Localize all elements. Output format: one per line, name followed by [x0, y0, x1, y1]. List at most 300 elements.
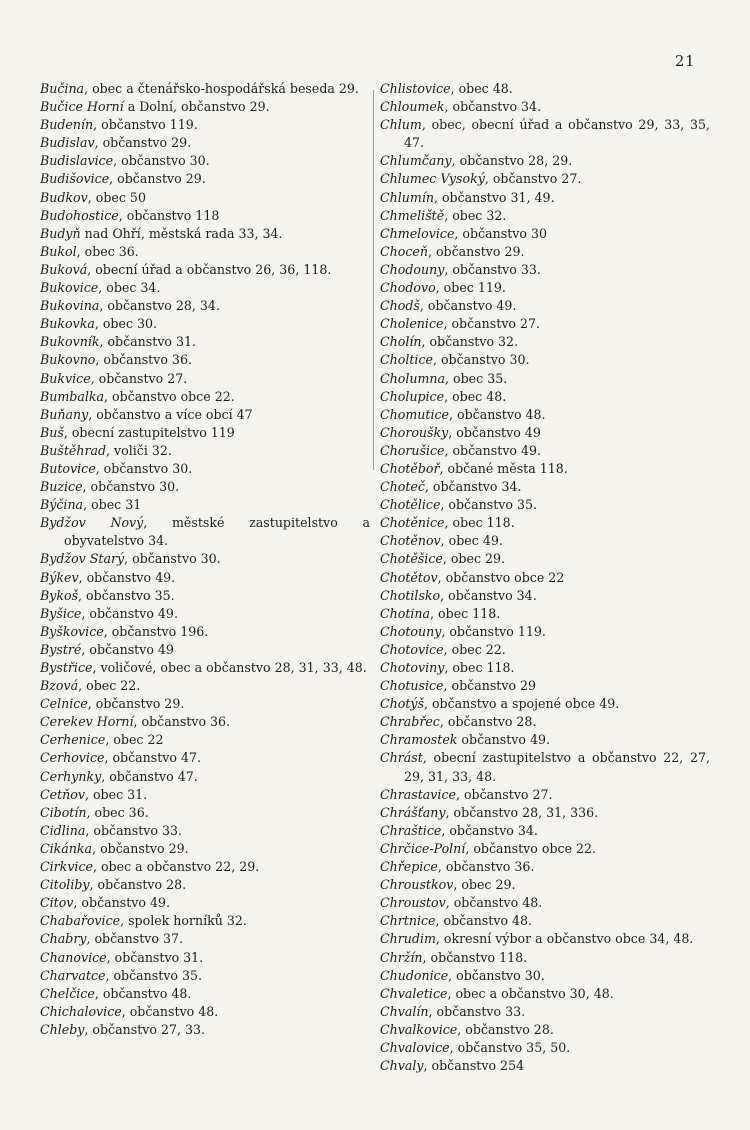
- entry-details: , obecní zastupitelstvo a občanstvo 22, 27, 29, 31, 33, 48.: [404, 750, 710, 784]
- index-entry: [40, 1003, 370, 1021]
- index-entry: [380, 333, 710, 351]
- entry-details: , občanstvo 119.: [441, 623, 546, 639]
- index-entry: [40, 297, 370, 315]
- entry-details: , občanstvo 30.: [113, 153, 210, 169]
- entry-place-name: Býčina: [40, 497, 84, 513]
- entry-place-name: Chotýš: [380, 696, 424, 712]
- index-entry: [380, 641, 710, 659]
- entry-place-name: Chotělice: [380, 497, 441, 513]
- entry-details: , občanstvo obce 22: [437, 569, 565, 585]
- entry-details: , občanstvo 27.: [455, 786, 553, 802]
- entry-details: , občanstvo 30.: [448, 967, 545, 983]
- index-entry: [380, 478, 710, 496]
- index-entry: [380, 967, 710, 985]
- entry-place-name: Chotěnov: [380, 533, 441, 549]
- index-entry: [40, 315, 370, 333]
- entry-place-name: Býkev: [40, 569, 79, 585]
- index-entry: [40, 243, 370, 261]
- entry-details: , občanstvo 28, 31, 336.: [445, 804, 599, 820]
- entry-place-name: Chabařovice: [40, 913, 121, 929]
- entry-place-name: Buzice: [40, 479, 83, 495]
- index-entry: [40, 768, 370, 786]
- index-entry: [40, 858, 370, 876]
- index-entry: [380, 605, 710, 623]
- entry-place-name: Citoliby: [40, 877, 90, 893]
- index-entry: [380, 858, 710, 876]
- index-entry: [380, 351, 710, 369]
- index-entry: [40, 370, 370, 388]
- index-entry: [40, 786, 370, 804]
- index-entry: [40, 876, 370, 894]
- index-entry: [380, 985, 710, 1003]
- entry-place-name: Chotovice: [380, 641, 444, 657]
- entry-details: , občanstvo 29.: [109, 171, 206, 187]
- index-entry: [380, 912, 710, 930]
- entry-details: , občanstvo 32.: [421, 334, 519, 350]
- entry-place-name: Chrást: [380, 750, 423, 766]
- entry-details: , občanstvo 36.: [95, 352, 192, 368]
- entry-details: , občanstvo 27, 33.: [84, 1021, 206, 1037]
- index-entry: [40, 912, 370, 930]
- entry-details: , občanstvo 35, 50.: [449, 1039, 571, 1055]
- index-entry: [380, 442, 710, 460]
- entry-details: , okresní výbor a občanstvo obce 34, 48.: [435, 931, 694, 947]
- index-entry: [40, 930, 370, 948]
- entry-details: , občanstvo a více obcí 47: [88, 406, 253, 422]
- index-column-right: [380, 80, 710, 1075]
- entry-place-name: Buková: [40, 261, 88, 277]
- index-entry: [40, 116, 370, 134]
- entry-place-name: Chleby: [40, 1021, 85, 1037]
- entry-details: , obec 118.: [444, 515, 515, 531]
- entry-place-name: Chrastavice: [380, 786, 456, 802]
- entry-place-name: Cibotín: [40, 804, 87, 820]
- index-entry: [40, 351, 370, 369]
- entry-details: , obec 119.: [435, 280, 506, 296]
- index-entry: [380, 297, 710, 315]
- entry-details: , občanstvo 49: [81, 641, 174, 657]
- entry-place-name: Cerhynky: [40, 768, 102, 784]
- entry-details: , městské zastupitelstvo a obyvatelstvo 34.: [64, 515, 370, 549]
- index-entry: [380, 786, 710, 804]
- index-entry: [40, 605, 370, 623]
- entry-details: , občanstvo 30: [454, 225, 547, 241]
- entry-details: , občanstvo 196.: [103, 623, 209, 639]
- entry-place-name: Chvalkovice: [380, 1021, 458, 1037]
- index-entry: [380, 98, 710, 116]
- entry-details: , obecní úřad a občanstvo 26, 36, 118.: [87, 261, 332, 277]
- entry-place-name: Buštěhrad: [40, 442, 107, 458]
- entry-details: , občanstvo obce 22.: [104, 388, 235, 404]
- index-entry: [380, 1039, 710, 1057]
- entry-details: , občanstvo 48.: [94, 985, 192, 1001]
- entry-details: , obec 22.: [78, 678, 141, 694]
- index-entry: [380, 949, 710, 967]
- entry-details: , občanstvo 30.: [82, 479, 180, 495]
- entry-details: , obec 32.: [444, 207, 507, 223]
- index-entry: [40, 967, 370, 985]
- entry-place-name: Chotoviny: [380, 660, 445, 675]
- entry-details: , obecní zastupitelstvo 119: [63, 424, 235, 440]
- entry-details: , občanstvo 31.: [99, 334, 197, 350]
- index-entry: [380, 1057, 710, 1075]
- entry-details: , obec 36.: [86, 804, 149, 820]
- entry-details: , občanstvo 33.: [85, 822, 182, 838]
- entry-details: , spolek horníků 32.: [120, 913, 247, 929]
- index-entry: [40, 207, 370, 225]
- entry-place-name: Choceň: [380, 243, 428, 259]
- index-entry: [40, 749, 370, 767]
- entry-details: , obec 31.: [84, 786, 148, 802]
- index-entry: [40, 98, 370, 116]
- column-divider: [373, 90, 374, 470]
- entry-details: , občané města 118.: [439, 460, 568, 476]
- entry-place-name: Chraštice: [380, 822, 442, 838]
- entry-details: , občanstvo 119.: [93, 117, 198, 133]
- entry-place-name: Chotusice: [380, 678, 444, 694]
- entry-place-name: Cholumna: [380, 370, 446, 386]
- entry-place-name: Byškovice: [40, 623, 104, 639]
- entry-place-name: Chmeliště: [380, 207, 445, 223]
- entry-details: , obec 22: [105, 732, 164, 748]
- entry-place-name: Chodouny: [380, 261, 445, 277]
- index-entry: [40, 424, 370, 442]
- entry-details: , občanstvo 33.: [444, 261, 541, 277]
- index-entry: [380, 623, 710, 641]
- entry-place-name: Chelčice: [40, 985, 95, 1001]
- entry-place-name: Chlumín: [380, 189, 434, 205]
- index-entry: [380, 569, 710, 587]
- entry-details: , občanstvo 29.: [427, 243, 525, 259]
- entry-place-name: Chlumčany: [380, 153, 452, 169]
- entry-details: , občanstvo 29: [443, 678, 537, 694]
- entry-place-name: Chotěšice: [380, 551, 443, 567]
- index-entry: [40, 840, 370, 858]
- entry-details: , občanstvo 118.: [422, 949, 528, 965]
- entry-place-name: Chotětov: [380, 569, 438, 585]
- entry-place-name: Bykoš: [40, 587, 79, 603]
- entry-details: , občanstvo 33.: [428, 1003, 526, 1019]
- entry-details: , občanstvo 28.: [439, 714, 537, 730]
- index-entry: [40, 279, 370, 297]
- entry-details: , občanstvo 31, 49.: [433, 189, 555, 205]
- index-entry: [40, 822, 370, 840]
- index-entry: [380, 261, 710, 279]
- page-number: 21: [674, 52, 695, 70]
- index-entry: [40, 713, 370, 731]
- index-entry: [40, 569, 370, 587]
- index-entry: [380, 225, 710, 243]
- entry-details: , občanstvo 30.: [95, 460, 193, 476]
- entry-place-name: Bukvice: [40, 370, 91, 386]
- entry-place-name: Choltice: [380, 352, 433, 368]
- entry-place-name: Cerhenice: [40, 732, 106, 748]
- entry-place-name: Chrudim: [380, 931, 436, 947]
- entry-details: , občanstvo 34.: [444, 99, 542, 115]
- entry-place-name: Bukol: [40, 243, 77, 259]
- entry-place-name: Chvaly: [380, 1058, 424, 1074]
- entry-details: , obec 31: [83, 497, 142, 513]
- entry-place-name: Chotěnice: [380, 515, 445, 531]
- index-entry: [380, 930, 710, 948]
- entry-place-name: Cholín: [380, 334, 422, 350]
- index-entry: [380, 695, 710, 713]
- entry-details: , občanstvo a spojené obce 49.: [423, 696, 620, 712]
- entry-details: , občanstvo 49: [448, 424, 541, 440]
- entry-details: , občanstvo 49.: [78, 569, 176, 585]
- entry-details: , obec 22.: [443, 641, 506, 657]
- index-entry: [380, 894, 710, 912]
- entry-details: , občanstvo 35.: [105, 967, 203, 983]
- index-entry: [380, 677, 710, 695]
- entry-place-name: Bydžov Starý: [40, 551, 125, 567]
- entry-place-name: Budišovice: [40, 171, 110, 187]
- entry-details: , občanstvo 30.: [432, 352, 530, 368]
- entry-details: , občanstvo 49.: [73, 895, 170, 911]
- entry-details: , občanstvo 37.: [86, 931, 184, 947]
- index-entry: [380, 170, 710, 188]
- entry-place-name: Byšice: [40, 605, 82, 621]
- entry-place-name: Bučina: [40, 81, 85, 96]
- entry-details: , obec 48.: [450, 81, 513, 96]
- entry-place-name: Budenín: [40, 117, 94, 133]
- index-entry: [40, 659, 370, 677]
- entry-place-name: Cerekev Horní: [40, 714, 134, 730]
- entry-details: , obec 49.: [440, 533, 503, 549]
- entry-place-name: Budohostice: [40, 207, 119, 223]
- index-entry: [380, 659, 710, 677]
- entry-details: , obec 30.: [94, 316, 158, 332]
- entry-details: , obec, obecní úřad a občanstvo 29, 33, 35, 47.: [404, 117, 710, 151]
- entry-place-name: Chrčice-Polní: [380, 840, 466, 856]
- entry-details: , občanstvo 34.: [424, 479, 522, 495]
- index-entry: [40, 496, 370, 514]
- entry-place-name: Bukovina: [40, 298, 100, 314]
- entry-place-name: Budislav: [40, 135, 95, 151]
- index-entry: [380, 1021, 710, 1039]
- entry-place-name: Cirkvice: [40, 859, 93, 875]
- entry-place-name: Chlumec Vysoký: [380, 171, 485, 187]
- entry-place-name: Cikánka: [40, 840, 93, 856]
- index-entry: [40, 225, 370, 243]
- entry-place-name: Chrtnice: [380, 913, 436, 929]
- index-entry: [40, 388, 370, 406]
- entry-place-name: Bumbalka: [40, 388, 105, 404]
- entry-details: , obec 29.: [442, 551, 506, 567]
- index-entry: [40, 261, 370, 279]
- entry-details: , občanstvo 29.: [92, 840, 189, 856]
- index-entry: [40, 134, 370, 152]
- entry-details: , občanstvo 49.: [419, 298, 517, 314]
- index-entry: [40, 949, 370, 967]
- entry-details: , obec 50: [87, 189, 146, 205]
- entry-details: občanstvo 49.: [457, 732, 550, 748]
- entry-place-name: Chotěboř: [380, 460, 440, 476]
- index-column-left: [40, 80, 370, 1039]
- entry-place-name: Chramostek: [380, 732, 458, 748]
- index-entry: [40, 406, 370, 424]
- index-entry: [380, 532, 710, 550]
- entry-place-name: Chlistovice: [380, 81, 451, 96]
- entry-details: , občanstvo 29.: [87, 696, 185, 712]
- index-entry: [380, 496, 710, 514]
- entry-details: , obec a čtenářsko-hospodářská beseda 29.: [84, 81, 359, 96]
- entry-place-name: Bukovník: [40, 334, 100, 350]
- entry-place-name: Budyň: [40, 225, 81, 241]
- entry-details: , občanstvo 27.: [484, 171, 582, 187]
- entry-details: nad Ohří, městská rada 33, 34.: [80, 225, 283, 241]
- entry-place-name: Buňany: [40, 406, 89, 422]
- index-entry: [380, 370, 710, 388]
- entry-details: a Dolní, občanstvo 29.: [123, 99, 270, 115]
- entry-details: , občanstvo 31.: [106, 949, 204, 965]
- entry-details: , občanstvo 29.: [94, 135, 192, 151]
- index-entry: [380, 116, 710, 152]
- entry-place-name: Chrášťany: [380, 804, 446, 820]
- entry-place-name: Bydžov Nový: [40, 515, 144, 531]
- index-entry: [380, 587, 710, 605]
- index-entry: [40, 985, 370, 1003]
- entry-place-name: Chloumek: [380, 99, 445, 115]
- index-entry: [380, 243, 710, 261]
- index-entry: [40, 731, 370, 749]
- index-entry: [40, 894, 370, 912]
- entry-details: , občanstvo 30.: [124, 551, 221, 567]
- index-entry: [40, 152, 370, 170]
- entry-place-name: Cetňov: [40, 786, 85, 802]
- entry-details: , voliči 32.: [106, 442, 172, 458]
- index-entry: [380, 189, 710, 207]
- index-entry: [380, 731, 710, 749]
- entry-details: , obec 35.: [445, 370, 508, 386]
- entry-place-name: Cholupice: [380, 388, 445, 404]
- entry-details: , občanstvo 35.: [78, 587, 175, 603]
- index-entry: [380, 279, 710, 297]
- index-entry: [380, 406, 710, 424]
- entry-details: , občanstvo 48.: [448, 406, 546, 422]
- entry-place-name: Choteč: [380, 479, 425, 495]
- entry-place-name: Citov: [40, 895, 74, 911]
- index-entry: [40, 333, 370, 351]
- entry-place-name: Bukovice: [40, 280, 99, 296]
- entry-place-name: Chichalovice: [40, 1003, 122, 1019]
- entry-place-name: Bystřice: [40, 660, 93, 675]
- entry-place-name: Chodovo: [380, 280, 436, 296]
- entry-details: , občanstvo obce 22.: [465, 840, 597, 856]
- entry-place-name: Choroušky: [380, 424, 449, 440]
- index-entry: [380, 713, 710, 731]
- index-entry: [40, 623, 370, 641]
- entry-place-name: Chomutice: [380, 406, 449, 422]
- index-entry: [40, 189, 370, 207]
- entry-details: , občanstvo 49.: [81, 605, 178, 621]
- index-entry: [40, 80, 370, 98]
- entry-place-name: Chržín: [380, 949, 423, 965]
- entry-place-name: Bukovka: [40, 316, 95, 332]
- entry-place-name: Chorušice: [380, 442, 445, 458]
- entry-details: , obec a občanstvo 30, 48.: [447, 985, 614, 1001]
- entry-details: , obec a občanstvo 22, 29.: [92, 859, 260, 875]
- entry-place-name: Chmelovice: [380, 225, 455, 241]
- index-entry: [40, 478, 370, 496]
- entry-place-name: Cidlina: [40, 822, 86, 838]
- entry-place-name: Bzová: [40, 678, 79, 694]
- index-entry: [380, 822, 710, 840]
- entry-place-name: Bystré: [40, 641, 82, 657]
- entry-place-name: Budislavice: [40, 153, 114, 169]
- index-entry: [380, 388, 710, 406]
- index-entry: [380, 1003, 710, 1021]
- entry-details: , obec 34.: [98, 280, 161, 296]
- entry-place-name: Celnice: [40, 696, 88, 712]
- entry-details: , občanstvo 48.: [121, 1003, 219, 1019]
- entry-place-name: Cerhovice: [40, 750, 105, 766]
- entry-details: , občanstvo 35.: [440, 497, 537, 513]
- entry-details: , obec 29.: [453, 877, 516, 893]
- index-entry: [380, 804, 710, 822]
- index-entry: [40, 677, 370, 695]
- entry-place-name: Chroustov: [380, 895, 446, 911]
- entry-place-name: Budkov: [40, 189, 88, 205]
- entry-details: , občanstvo 28.: [457, 1021, 554, 1037]
- entry-details: , občanstvo 27.: [90, 370, 188, 386]
- entry-place-name: Chvalovice: [380, 1039, 450, 1055]
- index-entry: [380, 207, 710, 225]
- entry-place-name: Chanovice: [40, 949, 107, 965]
- entry-place-name: Chlum: [380, 117, 422, 133]
- entry-details: , občanstvo 48.: [445, 895, 543, 911]
- entry-place-name: Chotina: [380, 605, 431, 621]
- entry-details: , občanstvo 254: [423, 1058, 525, 1074]
- index-entry: [40, 170, 370, 188]
- entry-place-name: Chotouny: [380, 623, 442, 639]
- index-entry: [40, 587, 370, 605]
- entry-details: , občanstvo 49.: [444, 442, 542, 458]
- entry-place-name: Chřepice: [380, 859, 438, 875]
- index-entry: [380, 424, 710, 442]
- entry-place-name: Cholenice: [380, 316, 444, 332]
- entry-details: , občanstvo 28, 34.: [99, 298, 220, 314]
- entry-details: , občanstvo 28, 29.: [451, 153, 573, 169]
- entry-place-name: Chotilsko: [380, 587, 441, 603]
- entry-place-name: Chrabřec: [380, 714, 440, 730]
- entry-details: , voličové, obec a občanstvo 28, 31, 33, 48.: [92, 660, 367, 675]
- entry-details: , obec 48.: [444, 388, 507, 404]
- index-entry: [380, 80, 710, 98]
- entry-place-name: Buš: [40, 424, 64, 440]
- entry-details: , občanstvo 28.: [89, 877, 187, 893]
- index-entry: [380, 749, 710, 785]
- index-entry: [40, 1021, 370, 1039]
- index-entry: [40, 804, 370, 822]
- entry-details: , obec 36.: [76, 243, 139, 259]
- entry-details: , obec 118.: [430, 605, 501, 621]
- entry-place-name: Bukovno: [40, 352, 96, 368]
- index-entry: [40, 550, 370, 568]
- entry-place-name: Butovice: [40, 460, 96, 476]
- entry-place-name: Chvaletice: [380, 985, 448, 1001]
- index-entry: [380, 152, 710, 170]
- entry-details: , občanstvo 36.: [437, 859, 535, 875]
- index-entry: [40, 695, 370, 713]
- entry-place-name: Chvalín: [380, 1003, 429, 1019]
- entry-details: , občanstvo 34.: [440, 587, 537, 603]
- index-entry: [380, 550, 710, 568]
- entry-details: , občanstvo 118: [118, 207, 220, 223]
- index-entry: [40, 641, 370, 659]
- index-entry: [380, 876, 710, 894]
- index-entry: [380, 840, 710, 858]
